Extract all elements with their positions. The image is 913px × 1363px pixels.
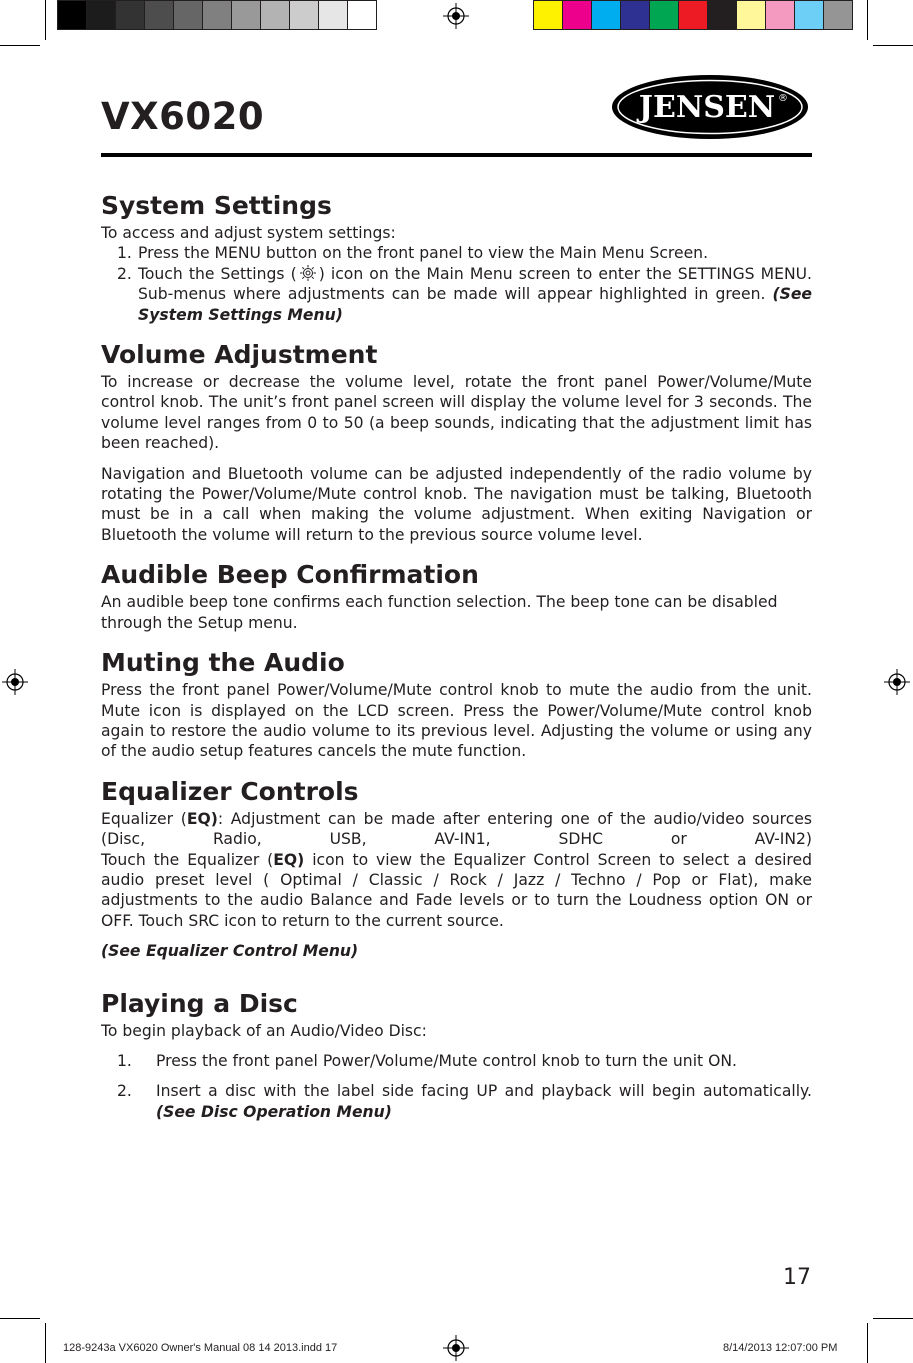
color-swatch: [707, 0, 737, 30]
model-title: VX6020: [101, 95, 265, 138]
section-heading: System Settings: [101, 191, 332, 220]
color-swatch: [765, 0, 795, 30]
settings-gear-icon: [297, 264, 319, 282]
brand-name: JENSEN: [638, 90, 776, 125]
color-swatch: [144, 0, 174, 30]
eq-label: EQ): [186, 809, 218, 828]
list-number: 1.: [117, 1051, 132, 1070]
crop-mark: [867, 0, 868, 40]
list-text: [156, 1081, 812, 1122]
color-swatch: [620, 0, 650, 30]
list-text: Press the MENU button on the front panel to view the Main Menu Screen.: [138, 244, 709, 263]
paragraph: To increase or decrease the volume level, rotate the front panel Power/Volume/Mute control knob. The unit’s front panel screen will display the volume level for 3 seconds. The volume level ranges from 0 to 50 (a beep sounds, indicating that the adjustment limit has been reached).: [101, 373, 812, 453]
paragraph-part: icon to view the Equalizer Control Screen to select a desired audio preset level ( Optimal / Classic / Rock / Jazz / Techno / Pop or Flat), make adjustments to the audio Balance and Fade levels or to turn the Loudness option ON or OFF. Touch SRC icon to return to the current source.: [101, 850, 812, 930]
paragraph-part: : Adjustment can be made after entering one of the audio/video sources (Disc, Radio, USB, AV-IN1, SDHC or AV-IN2): [101, 809, 812, 849]
color-swatch: [202, 0, 232, 30]
list-text: Press the front panel Power/Volume/Mute control knob to turn the unit ON.: [156, 1051, 737, 1070]
section-heading: Muting the Audio: [101, 648, 345, 678]
paragraph: Press the front panel Power/Volume/Mute control knob to mute the audio from the unit. Mute icon is displayed on the LCD screen. Press the Power/Volume/Mute control knob again to restore the audio volume to its previous level. Adjusting the volume or using any of the audio setup features cancels the mute function.: [101, 681, 812, 761]
list-text-part: Insert a disc with the label side facing UP and playback will begin automatically.: [156, 1082, 812, 1101]
color-swatch: [649, 0, 679, 30]
crop-mark: [873, 1318, 913, 1319]
cross-reference: (See Equalizer Control Menu): [101, 942, 359, 961]
list-number: 2.: [117, 264, 132, 283]
color-swatch: [318, 0, 348, 30]
paragraph-part: Touch the Equalizer (: [101, 850, 274, 869]
paragraph: [101, 850, 812, 932]
crop-mark: [45, 1323, 46, 1363]
section-heading: Playing a Disc: [101, 988, 298, 1018]
color-bar: [533, 0, 852, 30]
color-swatch: [533, 0, 563, 30]
page-content: [101, 190, 812, 1122]
list-text-part: Touch the Settings (: [138, 264, 297, 283]
section-heading: Audible Beep Confirmation: [101, 560, 479, 590]
paragraph: To begin playback of an Audio/Video Disc:: [101, 1021, 427, 1040]
crop-mark: [0, 45, 40, 46]
color-swatch: [347, 0, 377, 30]
list-number: 1.: [117, 244, 132, 263]
section-volume-adjustment: [101, 339, 812, 545]
crop-mark: [0, 1318, 40, 1319]
section-system-settings: [101, 190, 812, 325]
color-swatch: [260, 0, 290, 30]
header-rule: [101, 153, 812, 157]
file-slug: 128-9243a VX6020 Owner's Manual 08 14 2013.indd 17: [63, 1342, 338, 1354]
color-swatch: [115, 0, 145, 30]
section-heading: Volume Adjustment: [101, 340, 378, 370]
section-heading: Equalizer Controls: [101, 776, 359, 806]
paragraph: Navigation and Bluetooth volume can be adjusted independently of the radio volume by rotating the Power/Volume/Mute control knob. The navigation must be talking, Bluetooth must be in a call when making the volume adjustment. When exiting Navigation or Bluetooth the volume will return to the previous source volume level.: [101, 464, 812, 544]
list-number: 2.: [117, 1082, 132, 1101]
eq-label: EQ): [273, 850, 305, 869]
section-playing-disc: [101, 988, 812, 1123]
color-swatch: [173, 0, 203, 30]
color-swatch: [562, 0, 592, 30]
color-swatch: [231, 0, 261, 30]
color-swatch: [823, 0, 853, 30]
color-swatch: [794, 0, 824, 30]
crop-mark: [867, 1323, 868, 1363]
color-swatch: [86, 0, 116, 30]
list-item: [117, 1081, 812, 1122]
cross-reference: (See System Settings Menu): [138, 285, 812, 324]
crop-mark: [873, 45, 913, 46]
section-equalizer-controls: [101, 776, 812, 962]
crop-mark: [45, 0, 46, 40]
paragraph: [101, 809, 812, 850]
color-swatch: [736, 0, 766, 30]
section-audible-beep: [101, 559, 812, 633]
color-swatch: [289, 0, 319, 30]
registered-mark: ®: [778, 93, 788, 104]
list-item: [117, 264, 812, 325]
color-swatch: [678, 0, 708, 30]
list-item: [117, 1051, 812, 1071]
list-text-part: ) icon on the Main Menu screen to enter the SETTINGS MENU. Sub-menus where adjustments can be made will appear highlighted in green.: [138, 264, 812, 304]
date-slug: 8/14/2013 12:07:00 PM: [723, 1342, 838, 1354]
registration-mark-icon: [443, 3, 469, 29]
paragraph-part: Equalizer (: [101, 809, 187, 828]
registration-mark-icon: [2, 669, 28, 695]
paragraph: An audible beep tone confirms each function selection. The beep tone can be disabled through the Setup menu.: [101, 593, 778, 632]
color-swatch: [57, 0, 87, 30]
cross-reference: (See Disc Operation Menu): [156, 1102, 392, 1121]
list-text: [138, 264, 812, 325]
section-muting-audio: [101, 647, 812, 762]
registration-mark-icon: [884, 669, 910, 695]
paragraph: To access and adjust system settings:: [101, 224, 396, 242]
jensen-logo: [610, 73, 810, 141]
registration-mark-icon: [443, 1335, 469, 1361]
page-number: 17: [783, 1265, 811, 1290]
color-swatch: [591, 0, 621, 30]
list-item: [117, 243, 812, 263]
gray-color-bar: [57, 0, 376, 30]
